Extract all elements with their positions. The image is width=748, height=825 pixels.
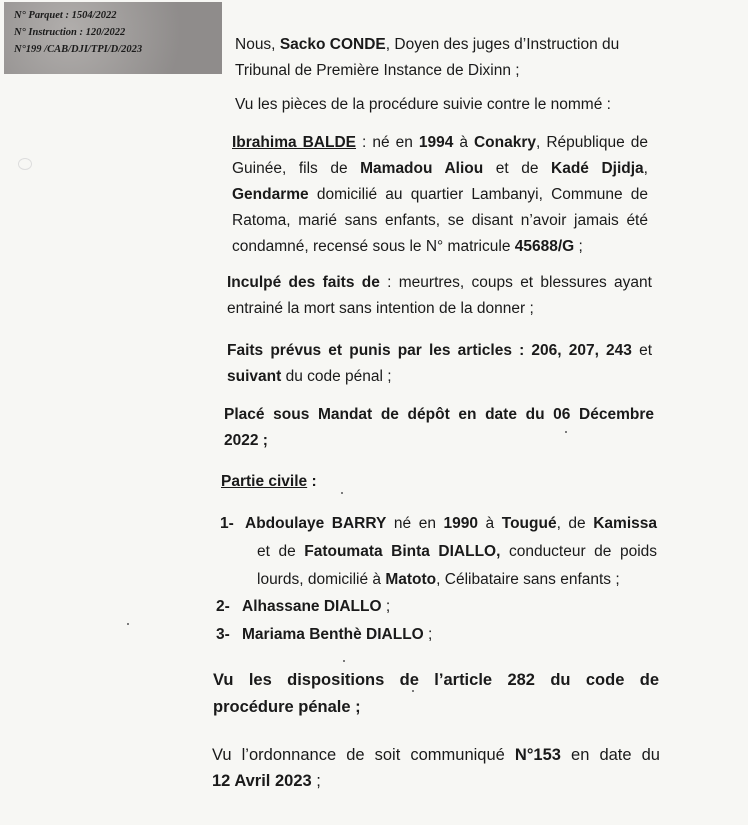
intro-line-1: Nous, Sacko CONDE, Doyen des juges d’Instruction du [235,36,620,53]
charges-line-1: Inculpé des faits de : meurtres, coups et blessures ayant [227,274,652,291]
punch-mark [18,158,32,170]
party-3-line: Mariama Benthè DIALLO ; [242,626,433,643]
party-2-line: Alhassane DIALLO ; [242,598,391,615]
parquet-number: N° Parquet : 1504/2022 [14,10,117,21]
accused-line-3: Gendarme domicilié au quartier Lambanyi, Commune de [232,186,648,203]
accused-line-2: Guinée, fils de Mamadou Aliou et de Kadé Djidja, [232,160,648,177]
party-1-line-2: et de Fatoumata Binta DIALLO, conducteur de poids [257,543,658,560]
party-3-number: 3- [216,626,230,643]
articles-line-1: Faits prévus et punis par les articles : 206, 207, 243 et [227,342,652,359]
party-1-line-1: Abdoulaye BARRY né en 1990 à Tougué, de Kamissa [245,515,657,532]
accused-line-4: Ratoma, marié sans enfants, se disant n’avoir jamais été [232,212,648,229]
party-1-line-3: lourds, domicilié à Matoto, Célibataire sans enfants ; [257,571,620,588]
ordonnance-line-1: Vu l’ordonnance de soit communiqué N°153 en date du [212,746,660,764]
party-1-number: 1- [220,515,234,532]
dispositions-line-2: procédure pénale ; [213,698,361,716]
procedure-line: Vu les pièces de la procédure suivie contre le nommé : [235,96,611,113]
detention-line-2: 2022 ; [224,432,268,449]
intro-line-2: Tribunal de Première Instance de Dixinn ; [235,62,520,79]
articles-line-2: suivant du code pénal ; [227,368,392,385]
speck [412,690,414,692]
speck [343,660,345,662]
instruction-number: N° Instruction : 120/2022 [14,27,126,38]
charges-line-2: entrainé la mort sans intention de la donner ; [227,300,534,317]
ordonnance-line-2: 12 Avril 2023 ; [212,772,321,790]
matricule: 45688/G [514,238,575,255]
party-2-number: 2- [216,598,230,615]
accused-line-1: Ibrahima BALDE : né en 1994 à Conakry, République de [232,134,648,151]
accused-line-5: condamné, recensé sous le N° matricule 45688/G ; [232,238,583,255]
civil-party-heading: Partie civile : [221,473,317,490]
dispositions-line-1: Vu les dispositions de l’article 282 du code de [213,671,659,689]
cabinet-number: N°199 /CAB/DJI/TPI/D/2023 [14,44,143,55]
speck [127,623,129,625]
judge-name: Sacko CONDE [279,36,386,53]
speck [565,431,567,433]
reference-stamp [4,2,222,74]
detention-line-1: Placé sous Mandat de dépôt en date du 06 Décembre [224,406,654,423]
accused-name: Ibrahima BALDE [232,134,357,151]
speck [341,492,343,494]
